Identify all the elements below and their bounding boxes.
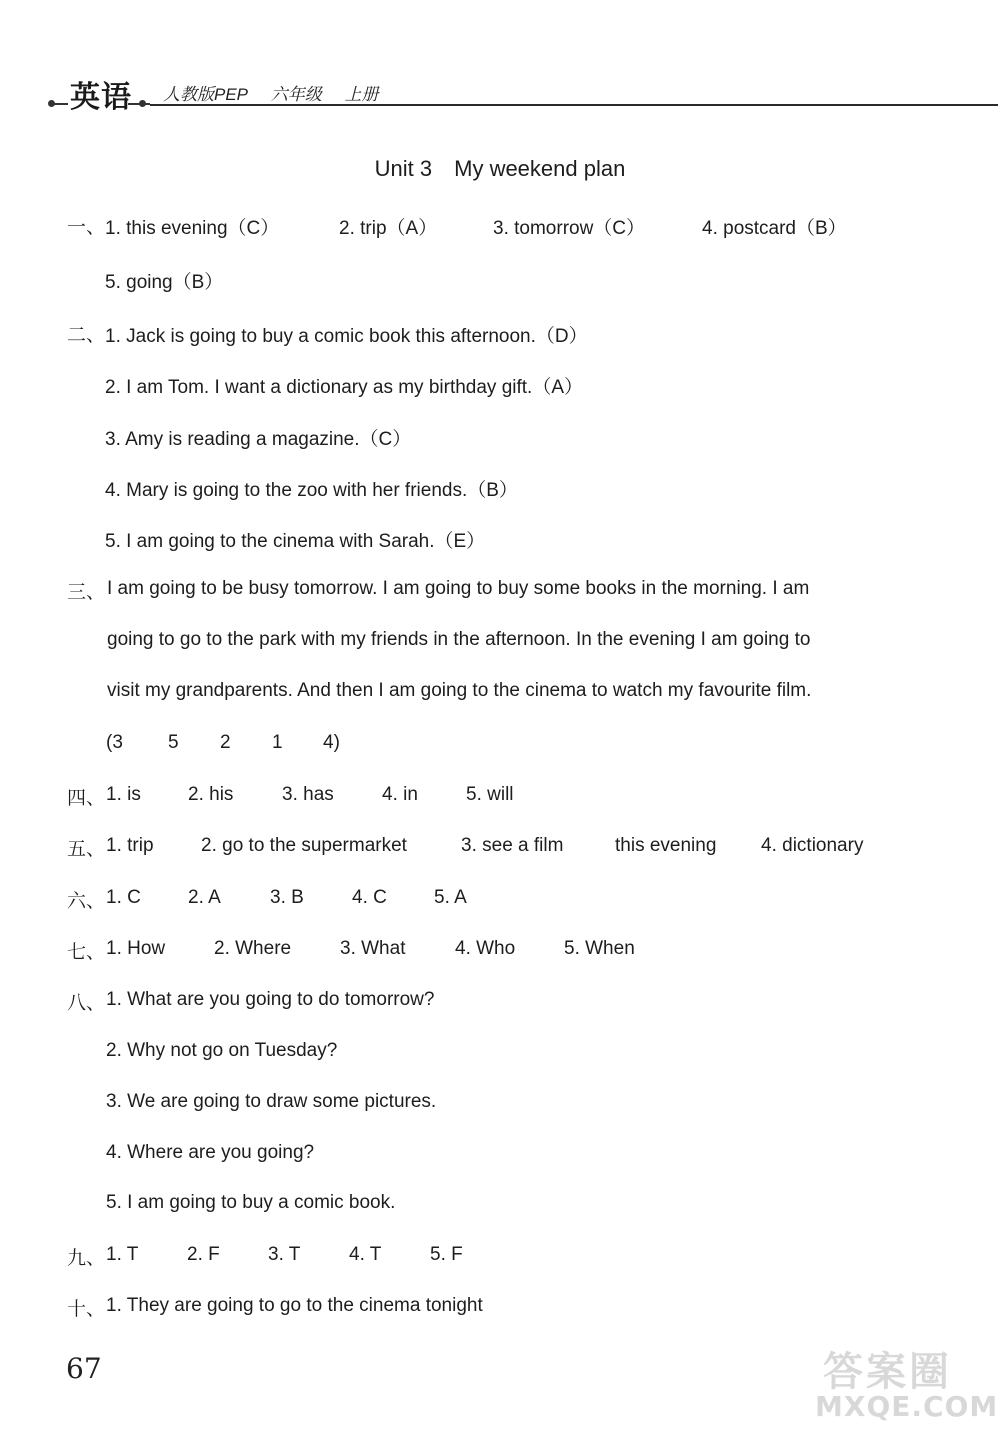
answer-item: 2. trip（A） [339,218,438,239]
answer-item: 3. What [340,938,406,959]
answer-item: 4. dictionary [761,835,864,856]
answer-item: 3. Amy is reading a magazine.（C） [105,429,412,450]
answer-item: 2. go to the supermarket [201,835,407,856]
answer-item: 4. C [352,887,387,908]
answer-item: 5. F [430,1244,463,1265]
answer-item: 5. going（B） [105,272,224,293]
order-answer: 2 [220,732,231,753]
answer-item: 1. trip [106,835,154,856]
answer-item: 3. tomorrow（C） [493,218,646,239]
answer-item: 2. A [188,887,221,908]
section-marker: 三、 [67,581,106,603]
answer-item: 5. When [564,938,635,959]
answer-item: 2. his [188,784,234,805]
answer-item: 1. C [106,887,141,908]
answer-item: 4. Mary is going to the zoo with her friends.（B） [105,480,518,501]
answer-item: 2. Where [214,938,292,959]
watermark-top: 答案圈 [823,1349,952,1395]
answer-item: 5. will [466,784,514,805]
section-marker: 七、 [67,941,106,963]
answer-item: 1. Jack is going to buy a comic book this afternoon.（D） [105,326,588,347]
answer-item: 4. postcard（B） [702,218,847,239]
answer-item: 4. Where are you going? [106,1142,315,1163]
grade-label: 六年级 [270,85,322,104]
answer-item: 5. A [434,887,467,908]
answer-item: 4. Who [455,938,516,959]
paragraph-line: I am going to be busy tomorrow. I am going to buy some books in the morning. I am [107,578,810,599]
order-answer: (3 [106,732,123,753]
answer-item: 4. in [382,784,418,805]
volume-label: 上册 [344,85,379,104]
answer-item: 2. F [187,1244,220,1265]
header-ornament-line [52,103,68,105]
header-divider [150,104,998,106]
order-answer: 5 [168,732,179,753]
edition-info [163,80,397,105]
answer-item: 3. We are going to draw some pictures. [106,1091,437,1112]
paragraph-line: going to go to the park with my friends in the afternoon. In the evening I am going to [107,629,811,650]
unit-title [0,156,1000,182]
paragraph-line: visit my grandparents. And then I am going to the cinema to watch my favourite film. [107,680,812,701]
page-header [0,60,1000,120]
answer-item: 1. How [106,938,166,959]
order-answer: 1 [272,732,283,753]
section-marker: 一、 [67,216,106,238]
answer-item: 4. T [349,1244,382,1265]
answer-item: 2. I am Tom. I want a dictionary as my birthday gift.（A） [105,377,583,398]
section-marker: 六、 [67,890,106,912]
section-marker: 二、 [67,324,106,346]
answer-item: 3. has [282,784,334,805]
watermark-logo [815,1340,999,1425]
answer-item: 2. Why not go on Tuesday? [106,1040,338,1061]
answer-item: 1. is [106,784,141,805]
section-marker: 九、 [67,1247,106,1269]
section-marker: 四、 [67,787,106,809]
answer-item: 3. B [270,887,304,908]
answer-item: 3. T [268,1244,301,1265]
answer-item: 5. I am going to buy a comic book. [106,1192,396,1213]
answer-item: 3. see a film [461,835,564,856]
unit-label: Unit 3 [374,156,433,181]
answer-item: 1. They are going to go to the cinema tonight [106,1295,483,1316]
watermark-bottom: MXQE.COM [815,1390,999,1423]
subject-title: 英语 [70,80,132,115]
answer-item: 1. this evening（C） [105,218,280,239]
answer-item: this evening [615,835,717,856]
page-number: 67 [66,1352,102,1385]
section-marker: 八、 [67,992,106,1014]
publisher-label: 人教版PEP [163,85,249,104]
answer-item: 1. What are you going to do tomorrow? [106,989,435,1010]
answer-item: 5. I am going to the cinema with Sarah.（E） [105,531,486,552]
section-marker: 五、 [67,838,106,860]
answer-item: 1. T [106,1244,139,1265]
order-answer: 4) [323,732,340,753]
section-marker: 十、 [67,1298,106,1320]
unit-name: My weekend plan [454,156,626,181]
